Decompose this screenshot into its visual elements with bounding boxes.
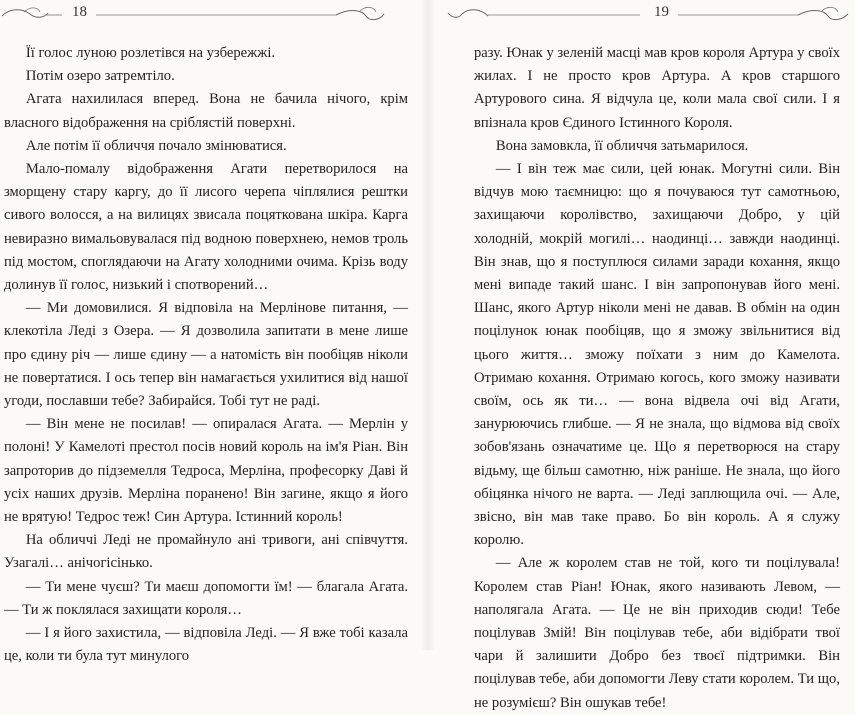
right-flourish-ornament bbox=[428, 4, 855, 26]
paragraph: — І він теж має сили, цей юнак. Могутні сили. Він відчув мою таємницю: що я почуваюся тут самотньою, захищаючи королівство, захищаючи Добро, у цій холодній, мокрій могилі… наодинці… завжди наодинці. Він знав, що я поступлюся силами заради кохання, якщо мені випаде такий шанс. І він запропонував його мені. Шанс, якого Артур ніколи мені не давав. В обмін на один поцілунок юнак пообіцяв, що я зможу звільнитися від цього життя… зможу поїхати з ним до Камелота. Отримаю кохання. Отримаю когось, кого зможу називати своїм, ось як ти… — вона відвела очі від Агати, занурюючись глибше. — Я не знала, що відмова від своїх зобов'язань означатиме це. Що я перетворюся на стару відьму, ще більш самотню, ніж раніше. Не знала, що його обіцянка нічого не варта. — Леді заплющила очі. — Але, звісно, він мав таке право. Бо він король. А я служу королю. bbox=[474, 161, 840, 549]
left-flourish-ornament bbox=[0, 4, 428, 26]
paragraph: — Він мене не посилав! — опиралася Агата. — Мерлін у полоні! У Камелоті престол посів новий король на ім'я Ріан. Він запроторив до підземелля Тедроса, Мерліна, професорку Даві й усіх наших друзів. Мерліна поранено! Він загине, якщо я його не врятую! Тедрос теж! Син Артура. Істинний король! bbox=[4, 416, 408, 526]
paragraph: — Але ж королем став не той, кого ти поцілувала! Королем став Ріан! Юнак, якого називають Левом, — наполягала Агата. — Це не він приходив сюди! Тебе поцілував Змій! Він поцілував тебе, аби відібрати твої чари й залишити Добро без твоєї підтримки. Він поцілував тебе, аби допомогти Леву стати королем. Ти що, не розумієш? Він ошукав тебе! bbox=[474, 555, 840, 711]
paragraph: Її голос луною розлетівся на узбережжі. bbox=[25, 45, 276, 61]
paragraph: — Ми домовилися. Я відповіла на Мерлінове питання, — клекотіла Леді з Озера. — Я дозволила запитати в мене лише про єдину річ — лише єдину — а натомість він пообіцяв ніколи не повертатися. І ось тепер він намагається ухилитися від нашої угоди, пославши тебе? Забирайся. Тобі тут не раді. bbox=[4, 300, 408, 410]
left-page-text bbox=[4, 42, 408, 668]
left-page-header bbox=[0, 0, 428, 28]
paragraph: Вона замовкла, її обличчя затьмарилося. bbox=[495, 137, 749, 154]
paragraph-continuation: разу. Юнак у зеленій масці мав кров короля Артура у своїх жилах. І не просто кров Артура. А кров старшого Артурового сина. Я відчула це, коли мала свої сили. І я впізнала кров Єдиного Істинного Короля. bbox=[474, 45, 840, 131]
paragraph: Потім озеро затремтіло. bbox=[25, 68, 175, 85]
paragraph: На обличчі Леді не промайнуло ані тривоги, ані співчуття. Узагалі… анічогісінько. bbox=[4, 532, 408, 572]
right-page bbox=[428, 0, 855, 711]
left-page bbox=[0, 0, 428, 665]
paragraph: — Ти мене чуєш? Ти маєш допомогти їм! — благала Агата. — Ти ж поклялася захищати короля… bbox=[4, 578, 408, 618]
paragraph: Але потім її обличчя почало змінюватися. bbox=[25, 137, 287, 154]
page-number: 18 bbox=[72, 4, 87, 20]
right-page-header bbox=[428, 0, 855, 28]
paragraph: Агата нахилилася вперед. Вона не бачила нічого, крім власного відображення на сріблястій поверхні. bbox=[4, 91, 408, 131]
page-number: 19 bbox=[654, 4, 669, 20]
paragraph: — І я його захистила, — відповіла Леді. — Я вже тобі казала це, коли ти була тут минулого bbox=[4, 625, 408, 665]
paragraph: Мало-помалу відображення Агати перетворилося на зморщену стару каргу, до її лисого черепа чіплялися рештки сивого волосся, а на вилицях звисала поцяткована шкіра. Карга невиразно вимальовувалася під водною поверхнею, немов троль під мостом, споглядаючи на Агату холодними очима. Крізь воду долинув її голос, низький і спотворений… bbox=[4, 161, 408, 294]
right-page-text bbox=[474, 42, 840, 715]
